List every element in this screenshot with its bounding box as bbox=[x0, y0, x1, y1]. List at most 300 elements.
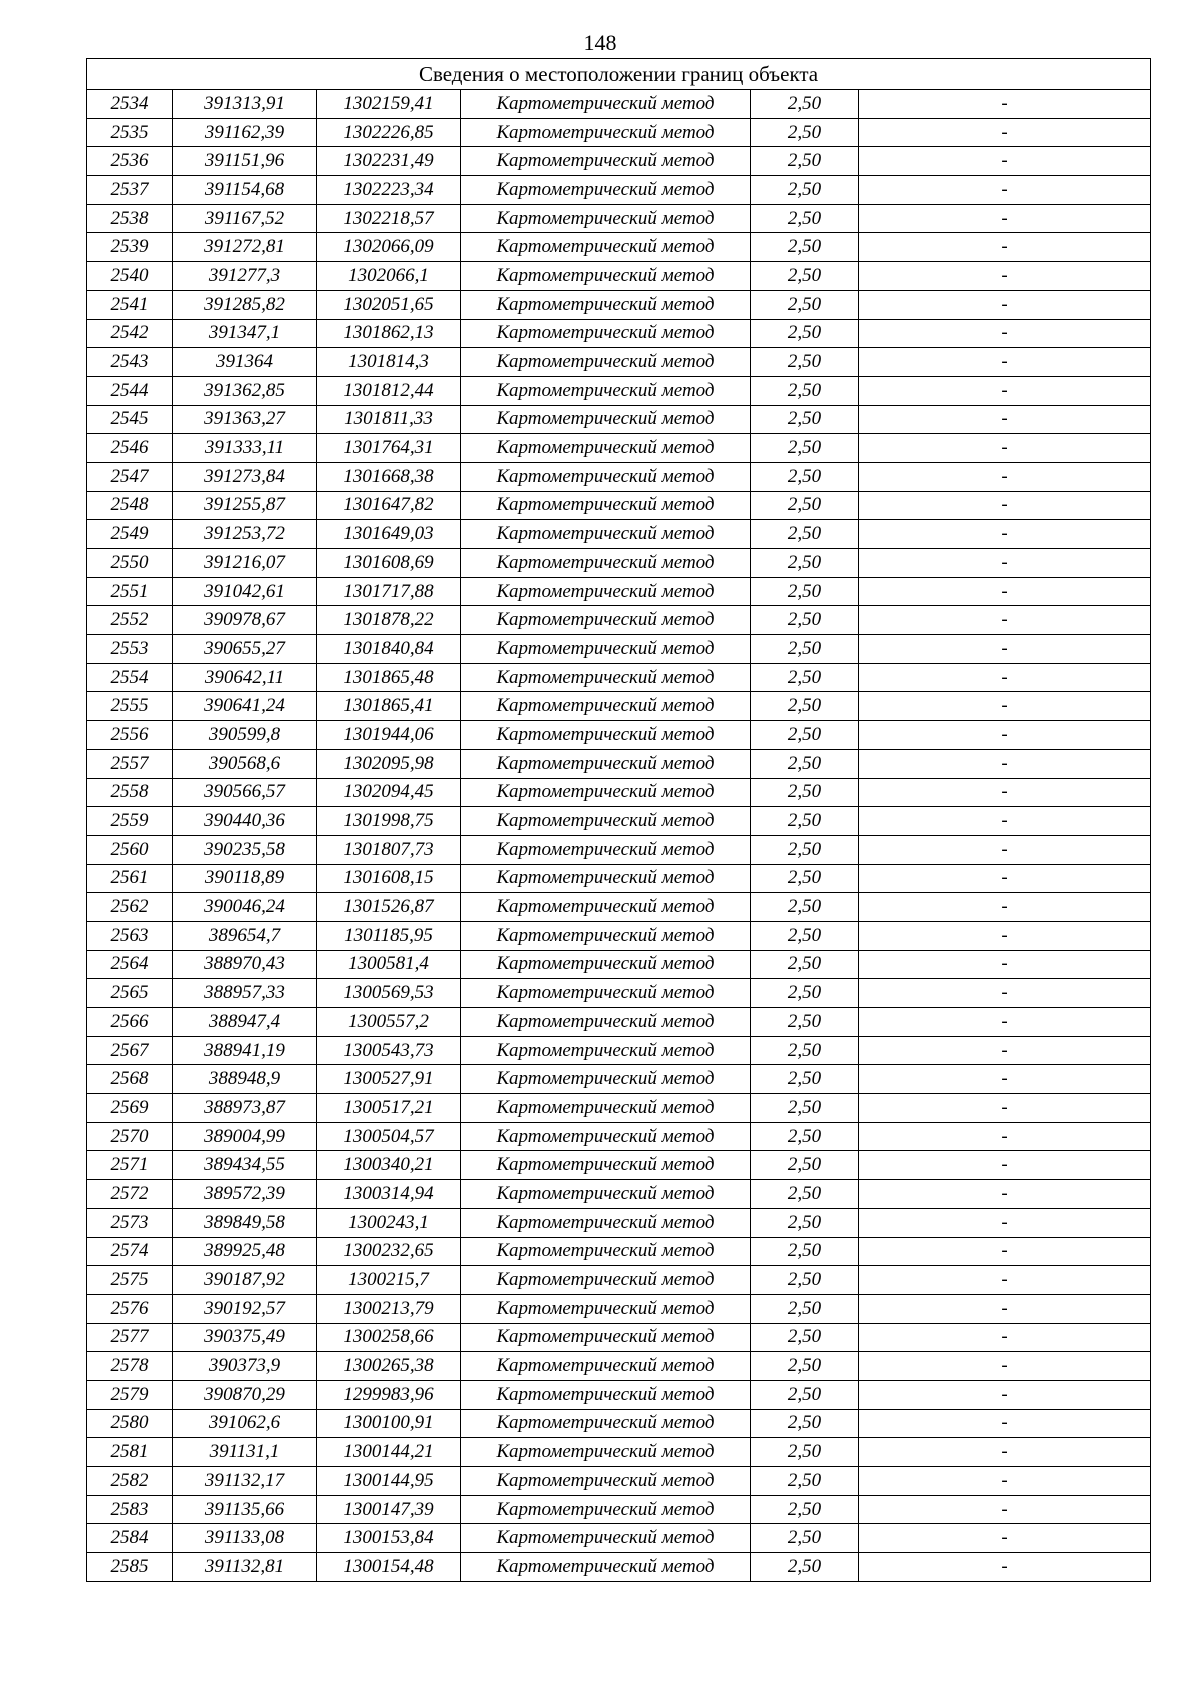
x-coordinate-cell: 388970,43 bbox=[173, 950, 317, 979]
point-number-cell: 2545 bbox=[87, 405, 173, 434]
y-coordinate-cell: 1302051,65 bbox=[317, 290, 461, 319]
y-coordinate-cell: 1300232,65 bbox=[317, 1237, 461, 1266]
accuracy-cell: 2,50 bbox=[751, 1180, 859, 1209]
description-cell: - bbox=[859, 1438, 1151, 1467]
y-coordinate-cell: 1300213,79 bbox=[317, 1294, 461, 1323]
point-number-cell: 2555 bbox=[87, 692, 173, 721]
point-number-cell: 2569 bbox=[87, 1094, 173, 1123]
method-cell: Картометрический метод bbox=[461, 176, 751, 205]
description-cell: - bbox=[859, 1008, 1151, 1037]
x-coordinate-cell: 391277,3 bbox=[173, 262, 317, 291]
point-number-cell: 2552 bbox=[87, 606, 173, 635]
method-cell: Картометрический метод bbox=[461, 1495, 751, 1524]
method-cell: Картометрический метод bbox=[461, 290, 751, 319]
method-cell: Картометрический метод bbox=[461, 520, 751, 549]
description-cell: - bbox=[859, 233, 1151, 262]
table-row bbox=[87, 1065, 1151, 1094]
x-coordinate-cell: 391272,81 bbox=[173, 233, 317, 262]
method-cell: Картометрический метод bbox=[461, 1266, 751, 1295]
x-coordinate-cell: 391042,61 bbox=[173, 577, 317, 606]
page-number: 148 bbox=[583, 30, 617, 55]
table-row bbox=[87, 1151, 1151, 1180]
method-cell: Картометрический метод bbox=[461, 606, 751, 635]
y-coordinate-cell: 1301185,95 bbox=[317, 921, 461, 950]
description-cell: - bbox=[859, 635, 1151, 664]
description-cell: - bbox=[859, 1208, 1151, 1237]
table-row bbox=[87, 1294, 1151, 1323]
x-coordinate-cell: 390373,9 bbox=[173, 1352, 317, 1381]
accuracy-cell: 2,50 bbox=[751, 434, 859, 463]
point-number-cell: 2585 bbox=[87, 1553, 173, 1582]
description-cell: - bbox=[859, 1122, 1151, 1151]
description-cell: - bbox=[859, 348, 1151, 377]
y-coordinate-cell: 1302095,98 bbox=[317, 749, 461, 778]
method-cell: Картометрический метод bbox=[461, 1122, 751, 1151]
x-coordinate-cell: 391347,1 bbox=[173, 319, 317, 348]
description-cell: - bbox=[859, 606, 1151, 635]
accuracy-cell: 2,50 bbox=[751, 1524, 859, 1553]
table-row bbox=[87, 376, 1151, 405]
table-row bbox=[87, 577, 1151, 606]
table-row bbox=[87, 635, 1151, 664]
accuracy-cell: 2,50 bbox=[751, 262, 859, 291]
x-coordinate-cell: 390440,36 bbox=[173, 807, 317, 836]
point-number-cell: 2575 bbox=[87, 1266, 173, 1295]
y-coordinate-cell: 1301944,06 bbox=[317, 721, 461, 750]
accuracy-cell: 2,50 bbox=[751, 147, 859, 176]
point-number-cell: 2577 bbox=[87, 1323, 173, 1352]
description-cell: - bbox=[859, 90, 1151, 119]
accuracy-cell: 2,50 bbox=[751, 864, 859, 893]
point-number-cell: 2548 bbox=[87, 491, 173, 520]
x-coordinate-cell: 390235,58 bbox=[173, 835, 317, 864]
description-cell: - bbox=[859, 1266, 1151, 1295]
point-number-cell: 2554 bbox=[87, 663, 173, 692]
y-coordinate-cell: 1300153,84 bbox=[317, 1524, 461, 1553]
table-row bbox=[87, 1094, 1151, 1123]
description-cell: - bbox=[859, 1553, 1151, 1582]
description-cell: - bbox=[859, 1467, 1151, 1496]
table-row bbox=[87, 348, 1151, 377]
x-coordinate-cell: 391364 bbox=[173, 348, 317, 377]
accuracy-cell: 2,50 bbox=[751, 1294, 859, 1323]
accuracy-cell: 2,50 bbox=[751, 1467, 859, 1496]
table-row bbox=[87, 1409, 1151, 1438]
description-cell: - bbox=[859, 462, 1151, 491]
table-row bbox=[87, 1524, 1151, 1553]
method-cell: Картометрический метод bbox=[461, 921, 751, 950]
accuracy-cell: 2,50 bbox=[751, 893, 859, 922]
x-coordinate-cell: 391154,68 bbox=[173, 176, 317, 205]
accuracy-cell: 2,50 bbox=[751, 1122, 859, 1151]
y-coordinate-cell: 1300581,4 bbox=[317, 950, 461, 979]
y-coordinate-cell: 1301878,22 bbox=[317, 606, 461, 635]
table-row bbox=[87, 462, 1151, 491]
description-cell: - bbox=[859, 176, 1151, 205]
point-number-cell: 2539 bbox=[87, 233, 173, 262]
description-cell: - bbox=[859, 147, 1151, 176]
point-number-cell: 2542 bbox=[87, 319, 173, 348]
method-cell: Картометрический метод bbox=[461, 663, 751, 692]
y-coordinate-cell: 1300569,53 bbox=[317, 979, 461, 1008]
table-title: Сведения о местоположении границ объекта bbox=[87, 59, 1151, 90]
description-cell: - bbox=[859, 807, 1151, 836]
accuracy-cell: 2,50 bbox=[751, 749, 859, 778]
description-cell: - bbox=[859, 1294, 1151, 1323]
description-cell: - bbox=[859, 864, 1151, 893]
accuracy-cell: 2,50 bbox=[751, 1094, 859, 1123]
y-coordinate-cell: 1301647,82 bbox=[317, 491, 461, 520]
method-cell: Картометрический метод bbox=[461, 1094, 751, 1123]
x-coordinate-cell: 391162,39 bbox=[173, 118, 317, 147]
accuracy-cell: 2,50 bbox=[751, 807, 859, 836]
x-coordinate-cell: 389572,39 bbox=[173, 1180, 317, 1209]
accuracy-cell: 2,50 bbox=[751, 692, 859, 721]
description-cell: - bbox=[859, 1151, 1151, 1180]
y-coordinate-cell: 1302223,34 bbox=[317, 176, 461, 205]
table-row bbox=[87, 864, 1151, 893]
y-coordinate-cell: 1301526,87 bbox=[317, 893, 461, 922]
accuracy-cell: 2,50 bbox=[751, 520, 859, 549]
description-cell: - bbox=[859, 835, 1151, 864]
table-row bbox=[87, 835, 1151, 864]
method-cell: Картометрический метод bbox=[461, 1036, 751, 1065]
y-coordinate-cell: 1302226,85 bbox=[317, 118, 461, 147]
point-number-cell: 2534 bbox=[87, 90, 173, 119]
y-coordinate-cell: 1300340,21 bbox=[317, 1151, 461, 1180]
method-cell: Картометрический метод bbox=[461, 635, 751, 664]
x-coordinate-cell: 391135,66 bbox=[173, 1495, 317, 1524]
table-row bbox=[87, 721, 1151, 750]
point-number-cell: 2543 bbox=[87, 348, 173, 377]
table-row bbox=[87, 663, 1151, 692]
table-row bbox=[87, 606, 1151, 635]
y-coordinate-cell: 1302094,45 bbox=[317, 778, 461, 807]
description-cell: - bbox=[859, 1036, 1151, 1065]
x-coordinate-cell: 390978,67 bbox=[173, 606, 317, 635]
method-cell: Картометрический метод bbox=[461, 1409, 751, 1438]
accuracy-cell: 2,50 bbox=[751, 1151, 859, 1180]
point-number-cell: 2541 bbox=[87, 290, 173, 319]
accuracy-cell: 2,50 bbox=[751, 606, 859, 635]
description-cell: - bbox=[859, 1352, 1151, 1381]
accuracy-cell: 2,50 bbox=[751, 1208, 859, 1237]
description-cell: - bbox=[859, 778, 1151, 807]
table-row bbox=[87, 262, 1151, 291]
y-coordinate-cell: 1300154,48 bbox=[317, 1553, 461, 1582]
x-coordinate-cell: 391285,82 bbox=[173, 290, 317, 319]
point-number-cell: 2581 bbox=[87, 1438, 173, 1467]
description-cell: - bbox=[859, 979, 1151, 1008]
y-coordinate-cell: 1301862,13 bbox=[317, 319, 461, 348]
accuracy-cell: 2,50 bbox=[751, 1438, 859, 1467]
x-coordinate-cell: 391167,52 bbox=[173, 204, 317, 233]
table-row bbox=[87, 549, 1151, 578]
description-cell: - bbox=[859, 1094, 1151, 1123]
table-row bbox=[87, 1467, 1151, 1496]
point-number-cell: 2549 bbox=[87, 520, 173, 549]
table-body bbox=[87, 59, 1151, 1582]
accuracy-cell: 2,50 bbox=[751, 663, 859, 692]
y-coordinate-cell: 1302066,09 bbox=[317, 233, 461, 262]
point-number-cell: 2559 bbox=[87, 807, 173, 836]
method-cell: Картометрический метод bbox=[461, 1380, 751, 1409]
x-coordinate-cell: 391253,72 bbox=[173, 520, 317, 549]
point-number-cell: 2582 bbox=[87, 1467, 173, 1496]
description-cell: - bbox=[859, 1409, 1151, 1438]
accuracy-cell: 2,50 bbox=[751, 233, 859, 262]
y-coordinate-cell: 1301814,3 bbox=[317, 348, 461, 377]
point-number-cell: 2565 bbox=[87, 979, 173, 1008]
description-cell: - bbox=[859, 1180, 1151, 1209]
point-number-cell: 2546 bbox=[87, 434, 173, 463]
y-coordinate-cell: 1302218,57 bbox=[317, 204, 461, 233]
method-cell: Картометрический метод bbox=[461, 1323, 751, 1352]
x-coordinate-cell: 391151,96 bbox=[173, 147, 317, 176]
x-coordinate-cell: 388973,87 bbox=[173, 1094, 317, 1123]
x-coordinate-cell: 391131,1 bbox=[173, 1438, 317, 1467]
accuracy-cell: 2,50 bbox=[751, 1237, 859, 1266]
description-cell: - bbox=[859, 749, 1151, 778]
description-cell: - bbox=[859, 577, 1151, 606]
accuracy-cell: 2,50 bbox=[751, 1380, 859, 1409]
table-row bbox=[87, 1495, 1151, 1524]
y-coordinate-cell: 1300258,66 bbox=[317, 1323, 461, 1352]
point-number-cell: 2550 bbox=[87, 549, 173, 578]
method-cell: Картометрический метод bbox=[461, 348, 751, 377]
accuracy-cell: 2,50 bbox=[751, 1266, 859, 1295]
method-cell: Картометрический метод bbox=[461, 1352, 751, 1381]
y-coordinate-cell: 1300147,39 bbox=[317, 1495, 461, 1524]
y-coordinate-cell: 1301717,88 bbox=[317, 577, 461, 606]
point-number-cell: 2537 bbox=[87, 176, 173, 205]
x-coordinate-cell: 390187,92 bbox=[173, 1266, 317, 1295]
y-coordinate-cell: 1300144,21 bbox=[317, 1438, 461, 1467]
method-cell: Картометрический метод bbox=[461, 549, 751, 578]
point-number-cell: 2576 bbox=[87, 1294, 173, 1323]
method-cell: Картометрический метод bbox=[461, 1237, 751, 1266]
description-cell: - bbox=[859, 1323, 1151, 1352]
x-coordinate-cell: 389925,48 bbox=[173, 1237, 317, 1266]
y-coordinate-cell: 1301998,75 bbox=[317, 807, 461, 836]
table-title-row bbox=[87, 59, 1151, 90]
x-coordinate-cell: 391362,85 bbox=[173, 376, 317, 405]
table-row bbox=[87, 1266, 1151, 1295]
x-coordinate-cell: 389004,99 bbox=[173, 1122, 317, 1151]
x-coordinate-cell: 391132,17 bbox=[173, 1467, 317, 1496]
x-coordinate-cell: 388941,19 bbox=[173, 1036, 317, 1065]
x-coordinate-cell: 388947,4 bbox=[173, 1008, 317, 1037]
description-cell: - bbox=[859, 434, 1151, 463]
method-cell: Картометрический метод bbox=[461, 405, 751, 434]
method-cell: Картометрический метод bbox=[461, 950, 751, 979]
accuracy-cell: 2,50 bbox=[751, 118, 859, 147]
point-number-cell: 2584 bbox=[87, 1524, 173, 1553]
method-cell: Картометрический метод bbox=[461, 778, 751, 807]
accuracy-cell: 2,50 bbox=[751, 376, 859, 405]
x-coordinate-cell: 390375,49 bbox=[173, 1323, 317, 1352]
point-number-cell: 2570 bbox=[87, 1122, 173, 1151]
table-row bbox=[87, 1122, 1151, 1151]
description-cell: - bbox=[859, 1380, 1151, 1409]
table-row bbox=[87, 233, 1151, 262]
method-cell: Картометрический метод bbox=[461, 1467, 751, 1496]
point-number-cell: 2566 bbox=[87, 1008, 173, 1037]
table-row bbox=[87, 204, 1151, 233]
table-row bbox=[87, 1180, 1151, 1209]
accuracy-cell: 2,50 bbox=[751, 1036, 859, 1065]
table-row bbox=[87, 176, 1151, 205]
method-cell: Картометрический метод bbox=[461, 1180, 751, 1209]
y-coordinate-cell: 1300543,73 bbox=[317, 1036, 461, 1065]
point-number-cell: 2571 bbox=[87, 1151, 173, 1180]
y-coordinate-cell: 1301807,73 bbox=[317, 835, 461, 864]
point-number-cell: 2557 bbox=[87, 749, 173, 778]
table-row bbox=[87, 1208, 1151, 1237]
table-row bbox=[87, 749, 1151, 778]
accuracy-cell: 2,50 bbox=[751, 835, 859, 864]
boundary-coordinates-table bbox=[86, 58, 1151, 1582]
description-cell: - bbox=[859, 1524, 1151, 1553]
x-coordinate-cell: 391313,91 bbox=[173, 90, 317, 119]
point-number-cell: 2568 bbox=[87, 1065, 173, 1094]
description-cell: - bbox=[859, 520, 1151, 549]
description-cell: - bbox=[859, 1237, 1151, 1266]
method-cell: Картометрический метод bbox=[461, 721, 751, 750]
point-number-cell: 2564 bbox=[87, 950, 173, 979]
description-cell: - bbox=[859, 204, 1151, 233]
accuracy-cell: 2,50 bbox=[751, 204, 859, 233]
point-number-cell: 2538 bbox=[87, 204, 173, 233]
method-cell: Картометрический метод bbox=[461, 204, 751, 233]
table-row bbox=[87, 1237, 1151, 1266]
accuracy-cell: 2,50 bbox=[751, 1352, 859, 1381]
point-number-cell: 2572 bbox=[87, 1180, 173, 1209]
table-row bbox=[87, 1036, 1151, 1065]
y-coordinate-cell: 1300517,21 bbox=[317, 1094, 461, 1123]
y-coordinate-cell: 1302066,1 bbox=[317, 262, 461, 291]
y-coordinate-cell: 1302231,49 bbox=[317, 147, 461, 176]
y-coordinate-cell: 1301649,03 bbox=[317, 520, 461, 549]
point-number-cell: 2583 bbox=[87, 1495, 173, 1524]
table-row bbox=[87, 147, 1151, 176]
x-coordinate-cell: 390566,57 bbox=[173, 778, 317, 807]
accuracy-cell: 2,50 bbox=[751, 1065, 859, 1094]
accuracy-cell: 2,50 bbox=[751, 778, 859, 807]
table-row bbox=[87, 118, 1151, 147]
point-number-cell: 2558 bbox=[87, 778, 173, 807]
table-row bbox=[87, 1352, 1151, 1381]
x-coordinate-cell: 388957,33 bbox=[173, 979, 317, 1008]
table-row bbox=[87, 520, 1151, 549]
y-coordinate-cell: 1301865,41 bbox=[317, 692, 461, 721]
table-row bbox=[87, 405, 1151, 434]
point-number-cell: 2535 bbox=[87, 118, 173, 147]
method-cell: Картометрический метод bbox=[461, 893, 751, 922]
description-cell: - bbox=[859, 118, 1151, 147]
x-coordinate-cell: 390655,27 bbox=[173, 635, 317, 664]
method-cell: Картометрический метод bbox=[461, 1065, 751, 1094]
y-coordinate-cell: 1300527,91 bbox=[317, 1065, 461, 1094]
accuracy-cell: 2,50 bbox=[751, 176, 859, 205]
point-number-cell: 2578 bbox=[87, 1352, 173, 1381]
y-coordinate-cell: 1301812,44 bbox=[317, 376, 461, 405]
table-row bbox=[87, 893, 1151, 922]
y-coordinate-cell: 1300265,38 bbox=[317, 1352, 461, 1381]
point-number-cell: 2560 bbox=[87, 835, 173, 864]
table-row bbox=[87, 1008, 1151, 1037]
method-cell: Картометрический метод bbox=[461, 1438, 751, 1467]
accuracy-cell: 2,50 bbox=[751, 348, 859, 377]
description-cell: - bbox=[859, 721, 1151, 750]
accuracy-cell: 2,50 bbox=[751, 635, 859, 664]
point-number-cell: 2540 bbox=[87, 262, 173, 291]
method-cell: Картометрический метод bbox=[461, 491, 751, 520]
x-coordinate-cell: 391132,81 bbox=[173, 1553, 317, 1582]
description-cell: - bbox=[859, 290, 1151, 319]
x-coordinate-cell: 391363,27 bbox=[173, 405, 317, 434]
point-number-cell: 2547 bbox=[87, 462, 173, 491]
point-number-cell: 2536 bbox=[87, 147, 173, 176]
x-coordinate-cell: 390192,57 bbox=[173, 1294, 317, 1323]
accuracy-cell: 2,50 bbox=[751, 319, 859, 348]
accuracy-cell: 2,50 bbox=[751, 90, 859, 119]
description-cell: - bbox=[859, 319, 1151, 348]
description-cell: - bbox=[859, 921, 1151, 950]
y-coordinate-cell: 1300504,57 bbox=[317, 1122, 461, 1151]
y-coordinate-cell: 1301668,38 bbox=[317, 462, 461, 491]
table-row bbox=[87, 921, 1151, 950]
table-row bbox=[87, 1438, 1151, 1467]
accuracy-cell: 2,50 bbox=[751, 1323, 859, 1352]
description-cell: - bbox=[859, 376, 1151, 405]
accuracy-cell: 2,50 bbox=[751, 1495, 859, 1524]
table-row bbox=[87, 1553, 1151, 1582]
point-number-cell: 2553 bbox=[87, 635, 173, 664]
table-row bbox=[87, 807, 1151, 836]
method-cell: Картометрический метод bbox=[461, 233, 751, 262]
description-cell: - bbox=[859, 1495, 1151, 1524]
y-coordinate-cell: 1299983,96 bbox=[317, 1380, 461, 1409]
x-coordinate-cell: 391333,11 bbox=[173, 434, 317, 463]
accuracy-cell: 2,50 bbox=[751, 979, 859, 1008]
x-coordinate-cell: 390599,8 bbox=[173, 721, 317, 750]
y-coordinate-cell: 1301608,15 bbox=[317, 864, 461, 893]
accuracy-cell: 2,50 bbox=[751, 462, 859, 491]
accuracy-cell: 2,50 bbox=[751, 721, 859, 750]
table-row bbox=[87, 434, 1151, 463]
table-row bbox=[87, 778, 1151, 807]
method-cell: Картометрический метод bbox=[461, 692, 751, 721]
method-cell: Картометрический метод bbox=[461, 749, 751, 778]
x-coordinate-cell: 391273,84 bbox=[173, 462, 317, 491]
accuracy-cell: 2,50 bbox=[751, 491, 859, 520]
description-cell: - bbox=[859, 893, 1151, 922]
method-cell: Картометрический метод bbox=[461, 979, 751, 1008]
method-cell: Картометрический метод bbox=[461, 90, 751, 119]
x-coordinate-cell: 390870,29 bbox=[173, 1380, 317, 1409]
description-cell: - bbox=[859, 663, 1151, 692]
method-cell: Картометрический метод bbox=[461, 577, 751, 606]
method-cell: Картометрический метод bbox=[461, 462, 751, 491]
x-coordinate-cell: 390568,6 bbox=[173, 749, 317, 778]
accuracy-cell: 2,50 bbox=[751, 1409, 859, 1438]
table-row bbox=[87, 950, 1151, 979]
accuracy-cell: 2,50 bbox=[751, 950, 859, 979]
method-cell: Картометрический метод bbox=[461, 262, 751, 291]
method-cell: Картометрический метод bbox=[461, 835, 751, 864]
accuracy-cell: 2,50 bbox=[751, 290, 859, 319]
